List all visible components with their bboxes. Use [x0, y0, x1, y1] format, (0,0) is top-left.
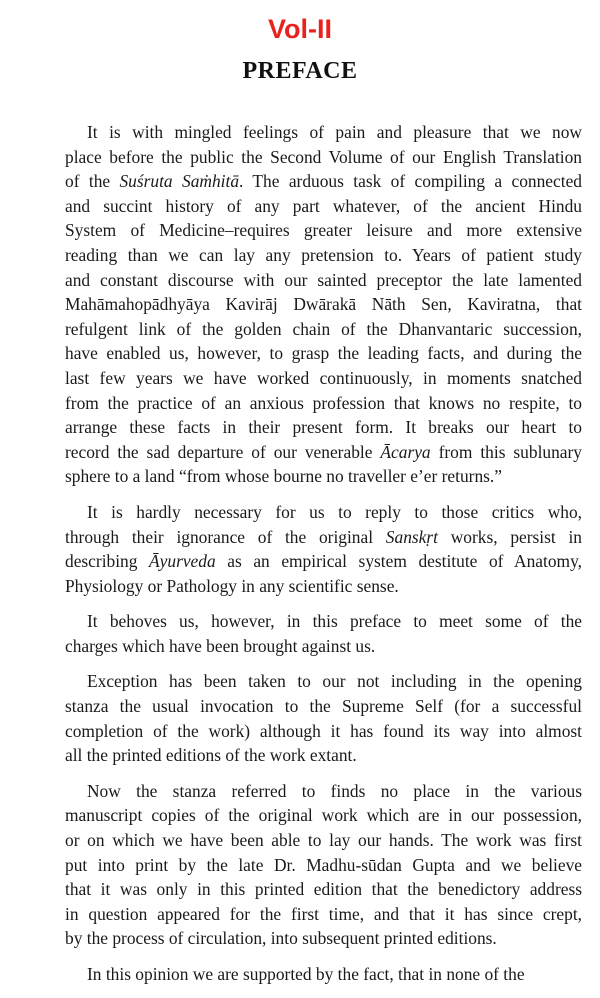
text-line: Exception has been taken to our not including in the opening: [87, 671, 582, 692]
text-line: Now the stanza referred to finds no place in the various: [87, 780, 582, 801]
paragraph-4: [40, 669, 582, 767]
text-line: arrange these facts in their present form. It breaks our heart to: [65, 417, 582, 438]
paragraph-1: [40, 120, 582, 489]
body-text: [40, 120, 582, 998]
text-line: It is with mingled feelings of pain and pleasure that we now: [87, 122, 582, 142]
text-line: last few years we have worked continuously, in moments snatched: [65, 367, 582, 388]
italic-term: Āyurveda: [149, 551, 216, 572]
text-line: System of Medicine–requires greater leisure and more extensive: [65, 220, 582, 241]
text-line: reading than we can lay any pretension to. Years of patient study: [65, 244, 582, 265]
italic-term: Ācarya: [380, 441, 431, 462]
text-line: of the Suśruta Saṁhitā. The arduous task of compiling a connected: [65, 171, 582, 192]
text-line: have enabled us, however, to grasp the leading facts, and during the: [65, 343, 582, 364]
text-line: charges which have been brought against us.: [65, 635, 376, 656]
text-line: manuscript copies of the original work which are in our possession,: [65, 805, 582, 826]
text-line: sphere to a land “from whose bourne no traveller e’er returns.”: [65, 466, 502, 487]
text-line: in question appeared for the first time, and that it has since crept,: [65, 903, 582, 924]
text-line: and constant discourse with our sainted preceptor the late lamented: [65, 269, 582, 290]
text-line: through their ignorance of the original Sanskṛt works, persist in: [65, 526, 582, 547]
text-line: describing Āyurveda as an empirical system destitute of Anatomy,: [65, 551, 582, 572]
volume-label: Vol-II: [268, 14, 332, 44]
italic-term: Sanskṛt: [385, 526, 438, 547]
italic-term: Suśruta Saṁhitā: [119, 171, 240, 192]
paragraph-5: [40, 779, 582, 951]
text-line: stanza the usual invocation to the Supreme Self (for a successful: [65, 696, 582, 717]
text-line: It behoves us, however, in this preface to meet some of the: [87, 611, 582, 632]
page-title: PREFACE: [242, 58, 358, 84]
text-line: or on which we have been able to lay our hands. The work was first: [65, 830, 582, 851]
text-line: record the sad departure of our venerable Ācarya from this sublunary: [65, 441, 583, 462]
text-line: Physiology or Pathology in any scientific sense.: [65, 575, 399, 596]
text-line: refulgent link of the golden chain of the Dhanvantaric succession,: [65, 318, 582, 339]
text-line: put into print by the late Dr. Madhu-sūdan Gupta and we believe: [65, 854, 582, 875]
text-line: It is hardly necessary for us to reply to those critics who,: [87, 501, 582, 522]
text-line: that it was only in this printed edition that the benedictory address: [65, 879, 582, 900]
text-line: completion of the work) although it has found its way into almost: [65, 720, 582, 741]
text-line: and succint history of any part whatever, of the ancient Hindu: [65, 195, 582, 216]
text-line: from the practice of an anxious profession that knows no respite, to: [65, 392, 582, 413]
text-line: by the process of circulation, into subsequent printed editions.: [65, 928, 497, 949]
paragraph-2: [40, 500, 582, 598]
text-line: In this opinion we are supported by the fact, that in none of the: [87, 964, 525, 984]
text-line: place before the public the Second Volume of our English Translation: [65, 146, 582, 167]
text-line: Mahāmahopādhyāya Kavirāj Dwārakā Nāth Sen, Kaviratna, that: [65, 294, 582, 315]
text-line: all the printed editions of the work extant.: [65, 745, 357, 766]
paragraph-3: [40, 609, 582, 658]
